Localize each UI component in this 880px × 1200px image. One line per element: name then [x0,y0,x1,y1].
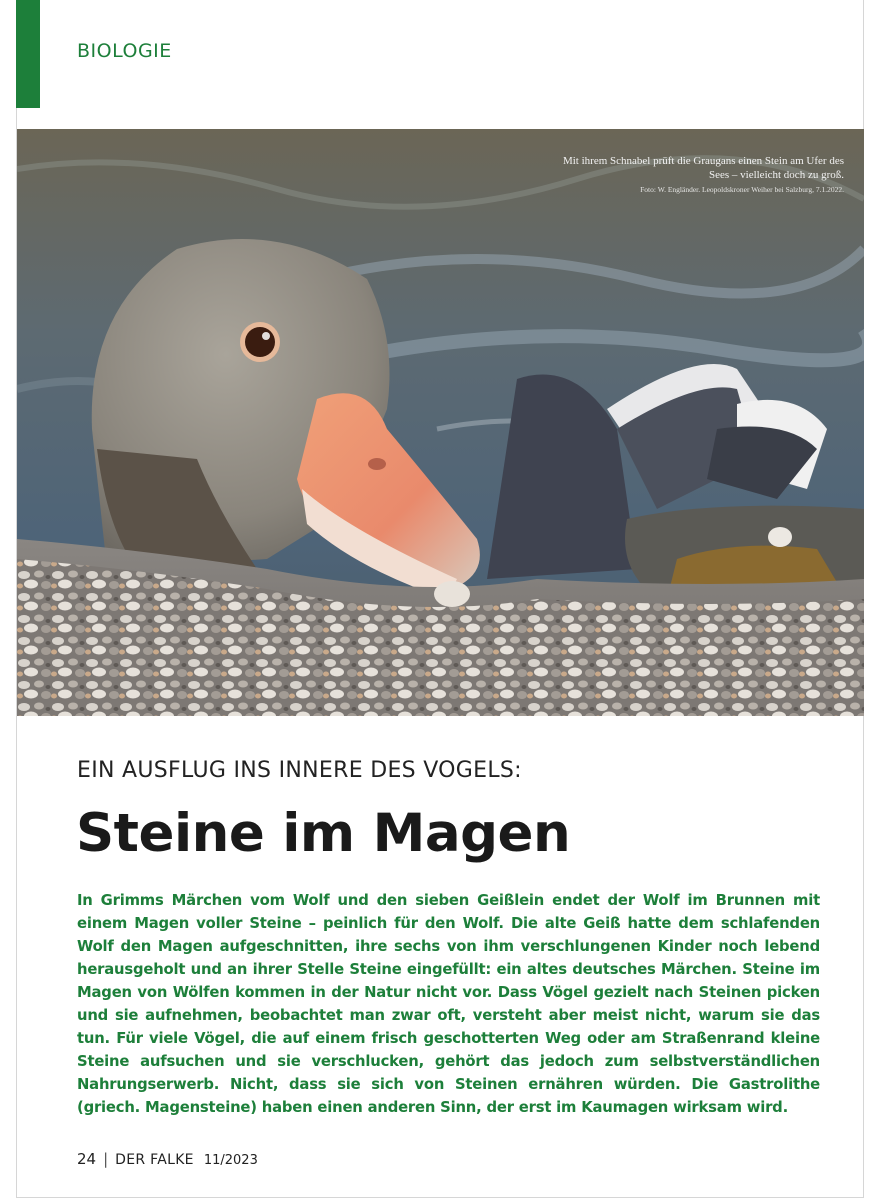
goose-photo [17,129,864,716]
magazine-name: DER FALKE [115,1152,194,1168]
page-footer [77,1150,258,1168]
page-number: 24 [77,1150,97,1168]
photo-credit: Foto: W. Engländer. Leopoldskroner Weiher bei Salzburg, 7.1.2022. [640,185,844,194]
photo-caption [544,154,844,194]
article-headline: Steine im Magen [76,803,571,864]
issue-number: 11/2023 [203,1153,258,1168]
section-color-bar [16,0,40,108]
article-intro: In Grimms Märchen vom Wolf und den sieben Geißlein endet der Wolf im Brunnen mit einem Magen voller Steine – peinlich für den Wolf. Die alte Geiß hatte dem schlafenden Wolf den Magen aufgeschnitten, ihre sechs von ihm verschlungenen Kinder noch lebend herausgeholt und an ihrer Stelle Steine eingefüllt: ein altes deutsches Märchen. Steine im Magen von Wölfen kommen in der Natur nicht vor. Dass Vögel gezielt nach Steinen picken und sie aufnehmen, beobachtet man zwar oft, versteht aber meist nicht, warum sie das tun. Für viele Vögel, die auf einem frisch geschotterten Weg oder am Straßenrand kleine Steine aufsuchen und sie verschlucken, gehört das jedoch zum selbstverständlichen Nahrungserwerb. Nicht, dass sie sich von Steinen ernähren würden. Die Gastrolithe (griech. Magensteine) haben einen anderen Sinn, der erst im Kaumagen wirksam wird. [77,892,820,1116]
section-label: BIOLOGIE [77,40,172,62]
caption-text: Mit ihrem Schnabel prüft die Graugans einen Stein am Ufer des Sees – vielleicht doch zu groß. [562,155,844,181]
article-kicker: EIN AUSFLUG INS INNERE DES VOGELS: [77,758,522,783]
footer-separator: | [103,1150,109,1168]
greylag-goose-photo-icon [17,129,864,716]
